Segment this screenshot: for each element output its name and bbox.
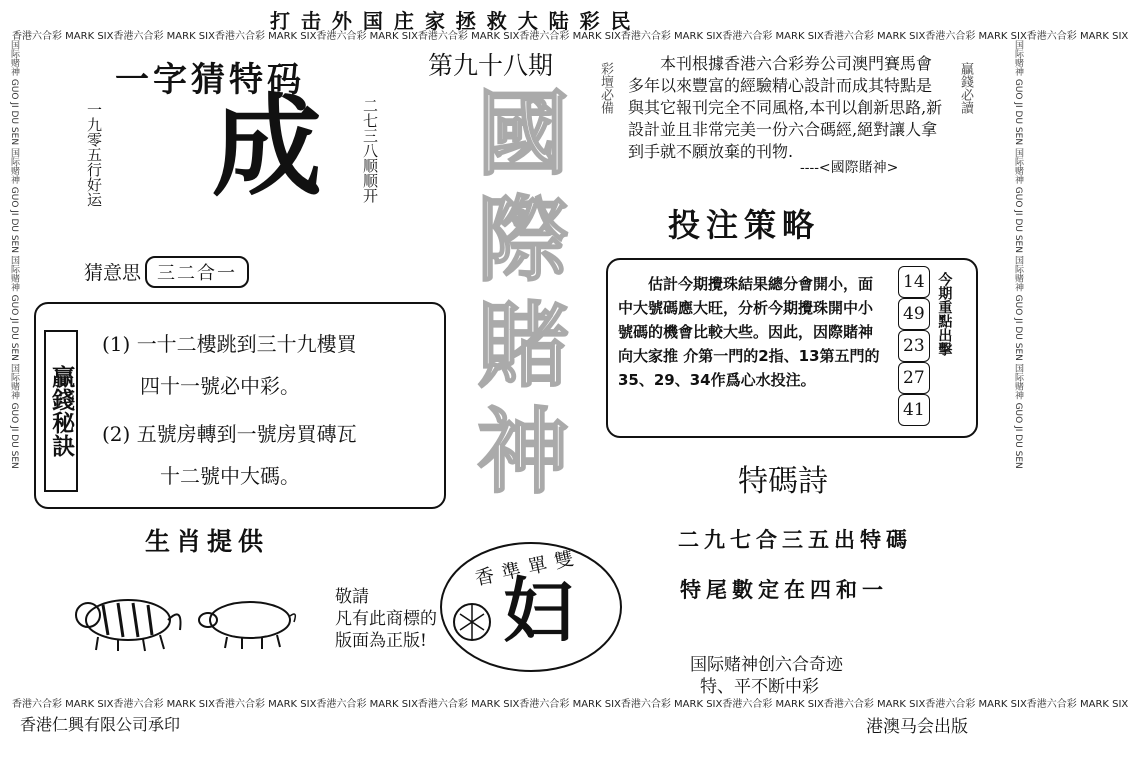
hint-value: 三二合一 bbox=[145, 256, 249, 288]
printer: 香港仁興有限公司承印 bbox=[20, 715, 181, 734]
right-side-strip: 国际赌神 GUO JI DU SEN 国际赌神 GUO JI DU SEN 国际赌神 GUO JI DU SEN 国际赌神 GUO JI DU SEN bbox=[1013, 40, 1023, 469]
logo-ring-text: 香準單雙 bbox=[473, 545, 584, 590]
poem-line-1: 二九七合三五出特碼 bbox=[678, 527, 912, 552]
secret-line-2b: 十二號中大碼。 bbox=[160, 464, 300, 488]
notice-line-1: 敬請 bbox=[335, 587, 369, 607]
pick-number-2: 49 bbox=[898, 298, 930, 330]
pick-number-1: 14 bbox=[898, 266, 930, 298]
left-side-strip: 国际赌神 GUO JI DU SEN 国际赌神 GUO JI DU SEN 国际赌神 GUO JI DU SEN 国际赌神 GUO JI DU SEN bbox=[9, 40, 19, 469]
pick-number-4: 27 bbox=[898, 362, 930, 394]
strategy-numbers bbox=[898, 266, 930, 426]
logo-character: 妇 bbox=[503, 570, 573, 652]
intro-text: 本刊根據香港六合彩券公司澳門賽馬會多年以來豐富的經驗精心設計而成其特點是與其它報刊完全不同風格,本刊以創新思路,新設計並且非常完美一份六合碼經,絕對讓人拿到手就不願放棄的刊物. bbox=[628, 54, 943, 161]
strategy-text: 估計今期攪珠結果總分會開小，面中大號碼應大旺，分析今期攪珠開中小號碼的機會比較大些。因此，因際賭神向大家推 介第一門的2指、13第五門的35、29、34作爲心水投注。 bbox=[618, 275, 880, 389]
pig-illustration bbox=[192, 592, 302, 652]
intro-right-vertical: 贏錢必讀 bbox=[958, 62, 973, 114]
strategy-side-label: 今期重點出擊 bbox=[936, 272, 953, 356]
secret-label: 贏錢秘訣 bbox=[44, 330, 78, 492]
secret-line-1b: 四十一號必中彩。 bbox=[140, 374, 300, 398]
strategy-title: 投注策略 bbox=[668, 206, 821, 244]
hint-label: 猜意思 bbox=[84, 262, 142, 284]
secret-line-1: (1) 一十二樓跳到三十九樓買 bbox=[102, 332, 357, 356]
pick-number-3: 23 bbox=[898, 330, 930, 362]
closing-line-2: 特、平不断中彩 bbox=[700, 677, 819, 697]
guess-title: 一字猜特码 bbox=[115, 60, 305, 100]
poem-line-2: 特尾數定在四和一 bbox=[680, 577, 888, 602]
zodiac-title: 生肖提供 bbox=[145, 527, 270, 556]
bottom-watermark-strip: 香港六合彩 MARK SIX香港六合彩 MARK SIX香港六合彩 MARK SIX香港六合彩 MARK SIX香港六合彩 MARK SIX香港六合彩 MARK SIX香港六合彩 MARK SIX香港六合彩 MARK SIX香港六合彩 MARK SIX香港六合彩 MARK SIX香港六合彩 MARK SIX bbox=[12, 699, 1128, 710]
header-slogan: 打 击 外 国 庄 家 拯 救 大 陆 彩 民 bbox=[270, 9, 633, 33]
notice-line-3: 版面為正版! bbox=[335, 631, 427, 651]
intro-left-vertical: 彩壇必備 bbox=[598, 62, 613, 114]
masthead: 國際賭神 bbox=[462, 85, 570, 509]
publisher: 港澳马会出版 bbox=[866, 717, 968, 737]
poem-title: 特碼詩 bbox=[738, 464, 828, 499]
issue-number: 第九十八期 bbox=[428, 51, 554, 80]
notice-line-2: 凡有此商標的 bbox=[335, 609, 437, 629]
pick-number-5: 41 bbox=[898, 394, 930, 426]
notice bbox=[335, 586, 437, 652]
tiger-illustration bbox=[68, 585, 188, 655]
closing-line-1: 国际赌神创六合奇迹 bbox=[690, 655, 843, 675]
guess-character: 成 bbox=[212, 83, 322, 211]
right-poem: 二七三八顺顺开 bbox=[361, 98, 379, 203]
intro-signature: ----<國際賭神> bbox=[800, 160, 899, 176]
secret-line-2: (2) 五號房轉到一號房買磚瓦 bbox=[102, 422, 357, 446]
left-poem: 一九零五行好运 bbox=[85, 102, 103, 207]
top-watermark-strip: 香港六合彩 MARK SIX香港六合彩 MARK SIX香港六合彩 MARK SIX香港六合彩 MARK SIX香港六合彩 MARK SIX香港六合彩 MARK SIX香港六合彩 MARK SIX香港六合彩 MARK SIX香港六合彩 MARK SIX香港六合彩 MARK SIX香港六合彩 MARK SIX bbox=[12, 31, 1128, 42]
